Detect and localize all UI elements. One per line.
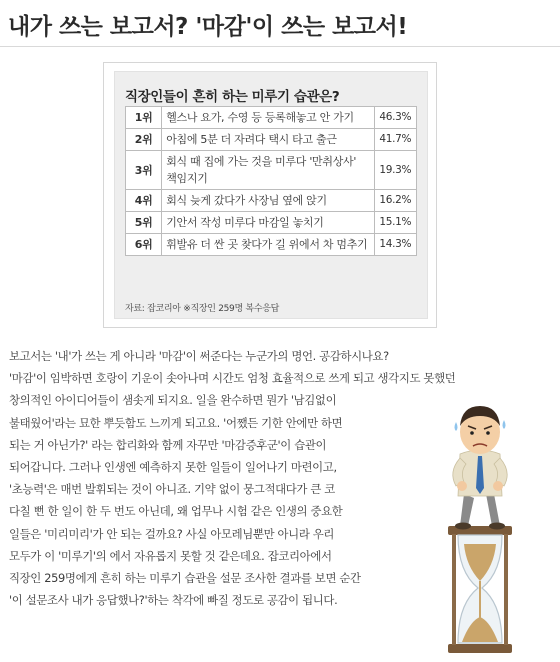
survey-source: 자료: 잡코리아 ※직장인 259명 복수응답 xyxy=(125,304,280,314)
worried-man xyxy=(453,406,507,530)
body-line: '초능력'은 매번 발휘되는 것이 아니죠. 기약 없이 뭉그적대다가 큰 코 xyxy=(9,482,335,497)
body-line: '마감'이 임박하면 호랑이 기운이 솟아나며 시간도 엄청 효율적으로 쓰게 되고 생각지도 못했던 xyxy=(9,371,456,386)
worried-man-on-hourglass-illustration xyxy=(410,376,550,658)
rank-cell: 3위 xyxy=(126,151,162,190)
survey-title: 직장인들이 흔히 하는 미루기 습관은? xyxy=(125,89,340,105)
survey-table xyxy=(125,106,417,256)
body-line: 보고서는 '내'가 쓰는 게 아니라 '마감'이 써준다는 누군가의 명언. 공감하시나요? xyxy=(9,349,389,363)
percent-cell: 46.3% xyxy=(374,107,416,129)
table-row xyxy=(126,129,417,151)
body-line: 일들은 '미리미리'가 안 되는 걸까요? 사실 아모레님뿐만 아니라 우리 xyxy=(9,526,335,541)
body-line: 창의적인 아이디어들이 샘솟게 되지요. 일을 완수하면 뭔가 '남김없이 xyxy=(9,393,337,408)
body-line: 되는 거 아닌가?' 라는 합리화와 함께 자꾸만 '마감증후군'이 습관이 xyxy=(9,437,327,452)
survey-panel xyxy=(114,71,428,319)
page-headline: 내가 쓰는 보고서? '마감'이 쓰는 보고서! xyxy=(8,14,408,40)
habit-cell: 아침에 5분 더 자려다 택시 타고 출근 xyxy=(162,129,374,151)
body-line: 직장인 259명에게 흔히 하는 미루기 습관을 설문 조사한 결과를 보면 순간 xyxy=(9,571,361,586)
body-line: 다칠 뻔 한 일이 한 두 번도 아닌데, 왜 업무나 시험 같은 인생의 중요한 xyxy=(9,504,343,519)
hourglass xyxy=(448,526,512,653)
survey-card xyxy=(103,62,437,328)
rank-cell: 4위 xyxy=(126,190,162,212)
table-row xyxy=(126,151,417,190)
headline-divider xyxy=(0,46,560,47)
rank-cell: 2위 xyxy=(126,129,162,151)
body-line: 되어갑니다. 그러나 인생엔 예측하지 못한 일들이 일어나기 마련이고, xyxy=(9,460,337,475)
habit-cell: 회식 늦게 갔다가 사장님 옆에 앉기 xyxy=(162,190,374,212)
table-row xyxy=(126,190,417,212)
habit-cell: 휘발유 더 싼 곳 찾다가 길 위에서 차 멈추기 xyxy=(162,234,374,256)
percent-cell: 15.1% xyxy=(374,212,416,234)
percent-cell: 14.3% xyxy=(374,234,416,256)
hourglass-figure-svg xyxy=(410,376,550,658)
percent-cell: 41.7% xyxy=(374,129,416,151)
habit-cell: 헬스나 요가, 수영 등 등록해놓고 안 가기 xyxy=(162,107,374,129)
body-line: 불태웠어'라는 묘한 뿌듯함도 느끼게 되고요. '어쨌든 기한 안에만 하면 xyxy=(9,415,343,430)
rank-cell: 5위 xyxy=(126,212,162,234)
percent-cell: 16.2% xyxy=(374,190,416,212)
table-row xyxy=(126,212,417,234)
habit-cell: 기안서 작성 미루다 마감일 놓치기 xyxy=(162,212,374,234)
habit-cell: 회식 때 집에 가는 것을 미루다 '만취상사' 책임지기 xyxy=(162,151,374,190)
rank-cell: 1위 xyxy=(126,107,162,129)
rank-cell: 6위 xyxy=(126,234,162,256)
table-row xyxy=(126,234,417,256)
body-line: '이 설문조사 내가 응답했나?'하는 착각에 빠질 정도로 공감이 됩니다. xyxy=(9,593,338,608)
percent-cell: 19.3% xyxy=(374,151,416,190)
table-row xyxy=(126,107,417,129)
body-line: 모두가 이 '미루기'의 에서 자유롭지 못할 것 같은데요. 잡코리아에서 xyxy=(9,548,332,563)
